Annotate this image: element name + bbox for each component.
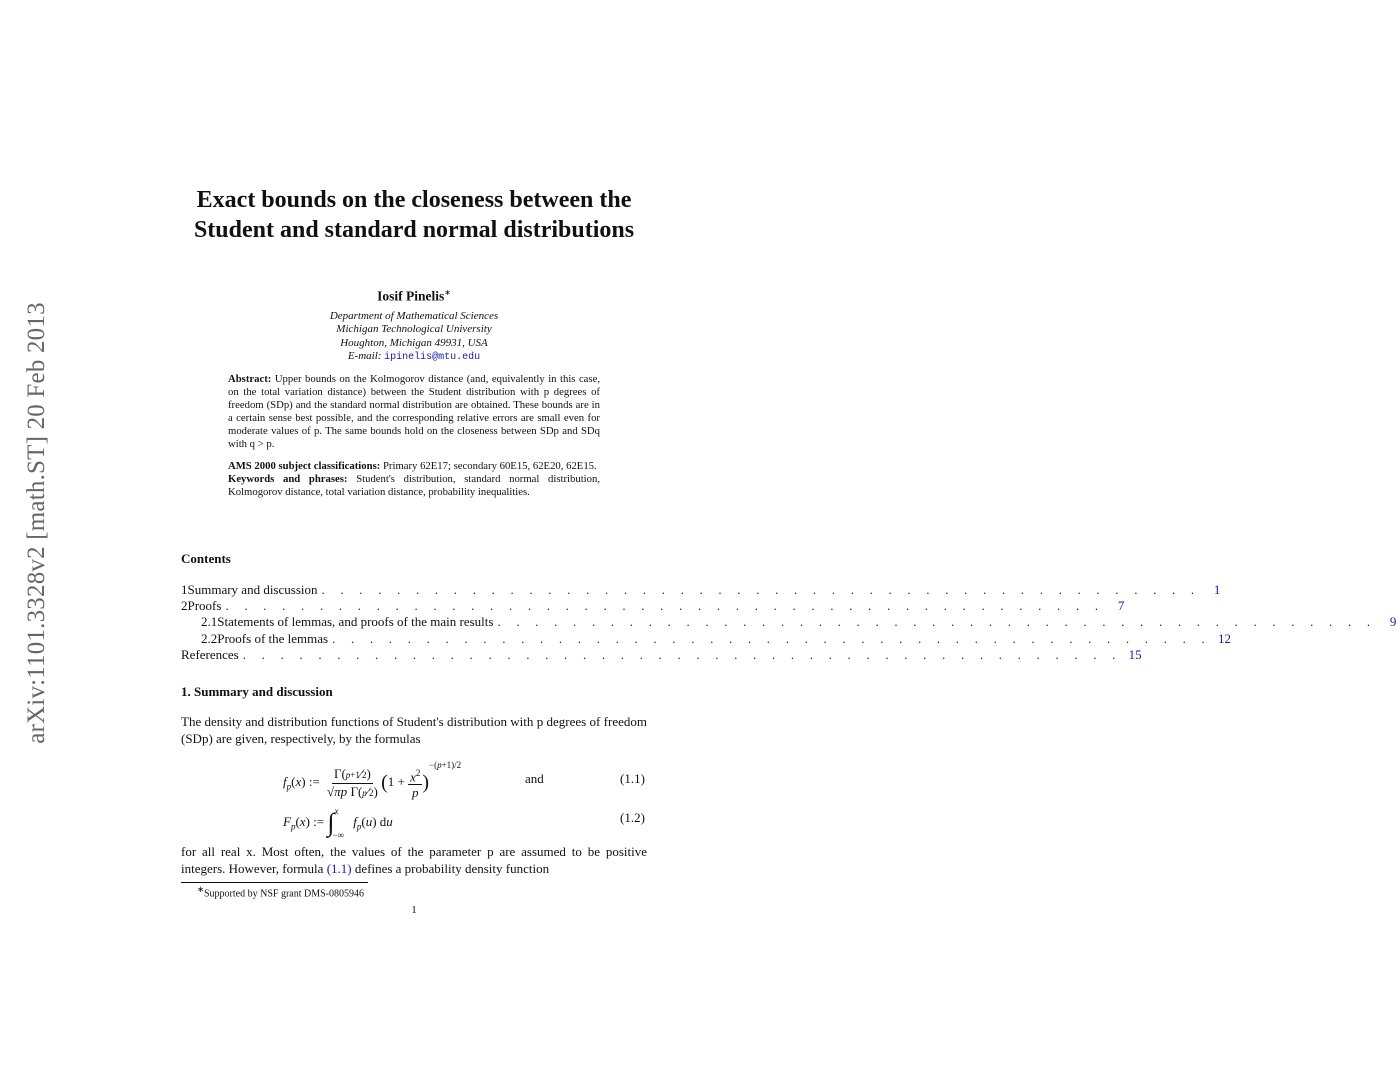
affiliation bbox=[160, 310, 668, 364]
affiliation-dept: Department of Mathematical Sciences bbox=[329, 310, 499, 322]
affiliation-email-line bbox=[160, 350, 668, 364]
toc-number: 2 bbox=[181, 598, 188, 614]
author-name: Iosif Pinelis bbox=[377, 288, 445, 304]
toc-entry[interactable] bbox=[181, 630, 1231, 647]
toc-leader: . . . . . . . . . . . . . . . . . . . . . . . . . . . . . . . . . . . . . . . . . . . . . . . bbox=[332, 630, 1211, 646]
paper-title: Exact bounds on the closeness between the Student and standard normal distributions bbox=[193, 187, 635, 243]
footnote-text: Supported by NSF grant DMS-0805946 bbox=[203, 888, 364, 900]
toc-leader: . . . . . . . . . . . . . . . . . . . . . . . . . . . . . . . . . . . . . . . . . . . . . . . bbox=[225, 598, 1105, 614]
toc-entry[interactable] bbox=[181, 582, 1221, 598]
toc-leader: . . . . . . . . . . . . . . . . . . . . . . . . . . . . . . . . . . . . . . . . . . . . . . . bbox=[242, 646, 1122, 662]
toc-number: 2.2 bbox=[201, 630, 218, 646]
abstract-text: Upper bounds on the Kolmogorov distance (and, equivalently in this case, on the total variation distance) between the Student distribution with p degrees of freedom (SDp) and the standard normal distribution are obtained. These bounds are in a certain sense best possible, and the corresponding relative errors are small even for moderate values of p. The same bounds hold on the closeness between SDp and SDq with q > p. bbox=[228, 373, 601, 450]
author bbox=[160, 288, 668, 305]
arxiv-sidebar bbox=[17, 0, 57, 1072]
paragraph: The density and distribution functions of Student's distribution with p degrees of freedom (SDp) are given, respectively, by the formulas bbox=[181, 714, 647, 746]
affiliation-university: Michigan Technological University bbox=[336, 323, 492, 336]
paragraph bbox=[181, 844, 647, 877]
toc-entry[interactable] bbox=[181, 598, 1125, 614]
toc-leader: . . . . . . . . . . . . . . . . . . . . . . . . . . . . . . . . . . . . . . . . . . . . . . . bbox=[497, 614, 1377, 630]
toc-label: Statements of lemmas, and proofs of the main results bbox=[217, 614, 494, 630]
toc-label: References bbox=[181, 646, 239, 662]
keywords-label: Keywords and phrases: bbox=[228, 473, 348, 485]
toc-label: Summary and discussion bbox=[187, 582, 318, 597]
arxiv-identifier: arXiv:1101.3328v2 [math.ST] 20 Feb 2013 bbox=[23, 302, 50, 744]
toc-page-link[interactable]: 9 bbox=[1389, 614, 1396, 630]
abstract-label: Abstract: bbox=[228, 373, 272, 385]
affiliation-address: Houghton, Michigan 49931, USA bbox=[340, 336, 488, 349]
page-number: 1 bbox=[411, 904, 417, 916]
equation-ref-link[interactable]: (1.1) bbox=[326, 860, 352, 876]
contents-heading: Contents bbox=[181, 551, 231, 566]
equation-conjunction: and bbox=[525, 771, 544, 786]
ams-label: AMS 2000 subject classifications: bbox=[228, 460, 381, 472]
footnote-mark: ∗ bbox=[197, 885, 204, 894]
toc-entry[interactable] bbox=[181, 646, 1142, 663]
paragraph-text: defines a probability density function bbox=[351, 860, 550, 876]
classification-block bbox=[228, 460, 600, 499]
equation-number: (1.2) bbox=[620, 810, 645, 825]
toc-number: 1 bbox=[181, 582, 188, 597]
abstract bbox=[228, 373, 600, 451]
footnote bbox=[197, 884, 364, 899]
footnote-rule bbox=[181, 882, 368, 883]
toc-label: Proofs of the lemmas bbox=[217, 630, 329, 646]
author-footnote-mark: ∗ bbox=[444, 288, 451, 297]
equation-distribution: $F_p(x)$ := ∫$^x_{-\infty}$ $f_p(u)$ du bbox=[283, 805, 393, 840]
section-heading: 1. Summary and discussion bbox=[181, 684, 333, 699]
ams-text: Primary 62E17; secondary 60E15, 62E20, 62E15. bbox=[382, 460, 597, 472]
toc-page-link[interactable]: 12 bbox=[1217, 630, 1231, 646]
toc-label: Proofs bbox=[187, 598, 222, 614]
keywords-text: Student's distribution, standard normal distribution, Kolmogorov distance, total variation distance, probability inequalities. bbox=[228, 473, 601, 498]
toc-number: 2.1 bbox=[201, 614, 218, 630]
toc-page-link[interactable]: 7 bbox=[1117, 598, 1125, 614]
keywords bbox=[228, 473, 600, 499]
paragraph-text: for all real x. Most often, the values of the parameter p are assumed to be positive integers. However, formula bbox=[181, 844, 647, 876]
toc-page-link[interactable]: 1 bbox=[1213, 582, 1221, 597]
equation-number: (1.1) bbox=[620, 771, 645, 786]
toc-page-link[interactable]: 15 bbox=[1128, 646, 1142, 662]
email-link[interactable]: ipinelis@mtu.edu bbox=[384, 351, 481, 363]
toc-leader: . . . . . . . . . . . . . . . . . . . . . . . . . . . . . . . . . . . . . . . . . . . . . . . bbox=[321, 582, 1201, 597]
table-of-contents bbox=[181, 582, 1396, 663]
email-label: E-mail: bbox=[347, 349, 385, 362]
toc-entry[interactable] bbox=[181, 614, 1396, 630]
equation-density: $f_p(x)$ := $\frac{\Gamma(p+1⁄2)}{\text{√πp Γ(p⁄2)}}$ (1 + $\frac{x^2}{p}$ )$^{-(p+1)/2}$ bbox=[283, 760, 462, 801]
ams-classification bbox=[228, 460, 600, 473]
